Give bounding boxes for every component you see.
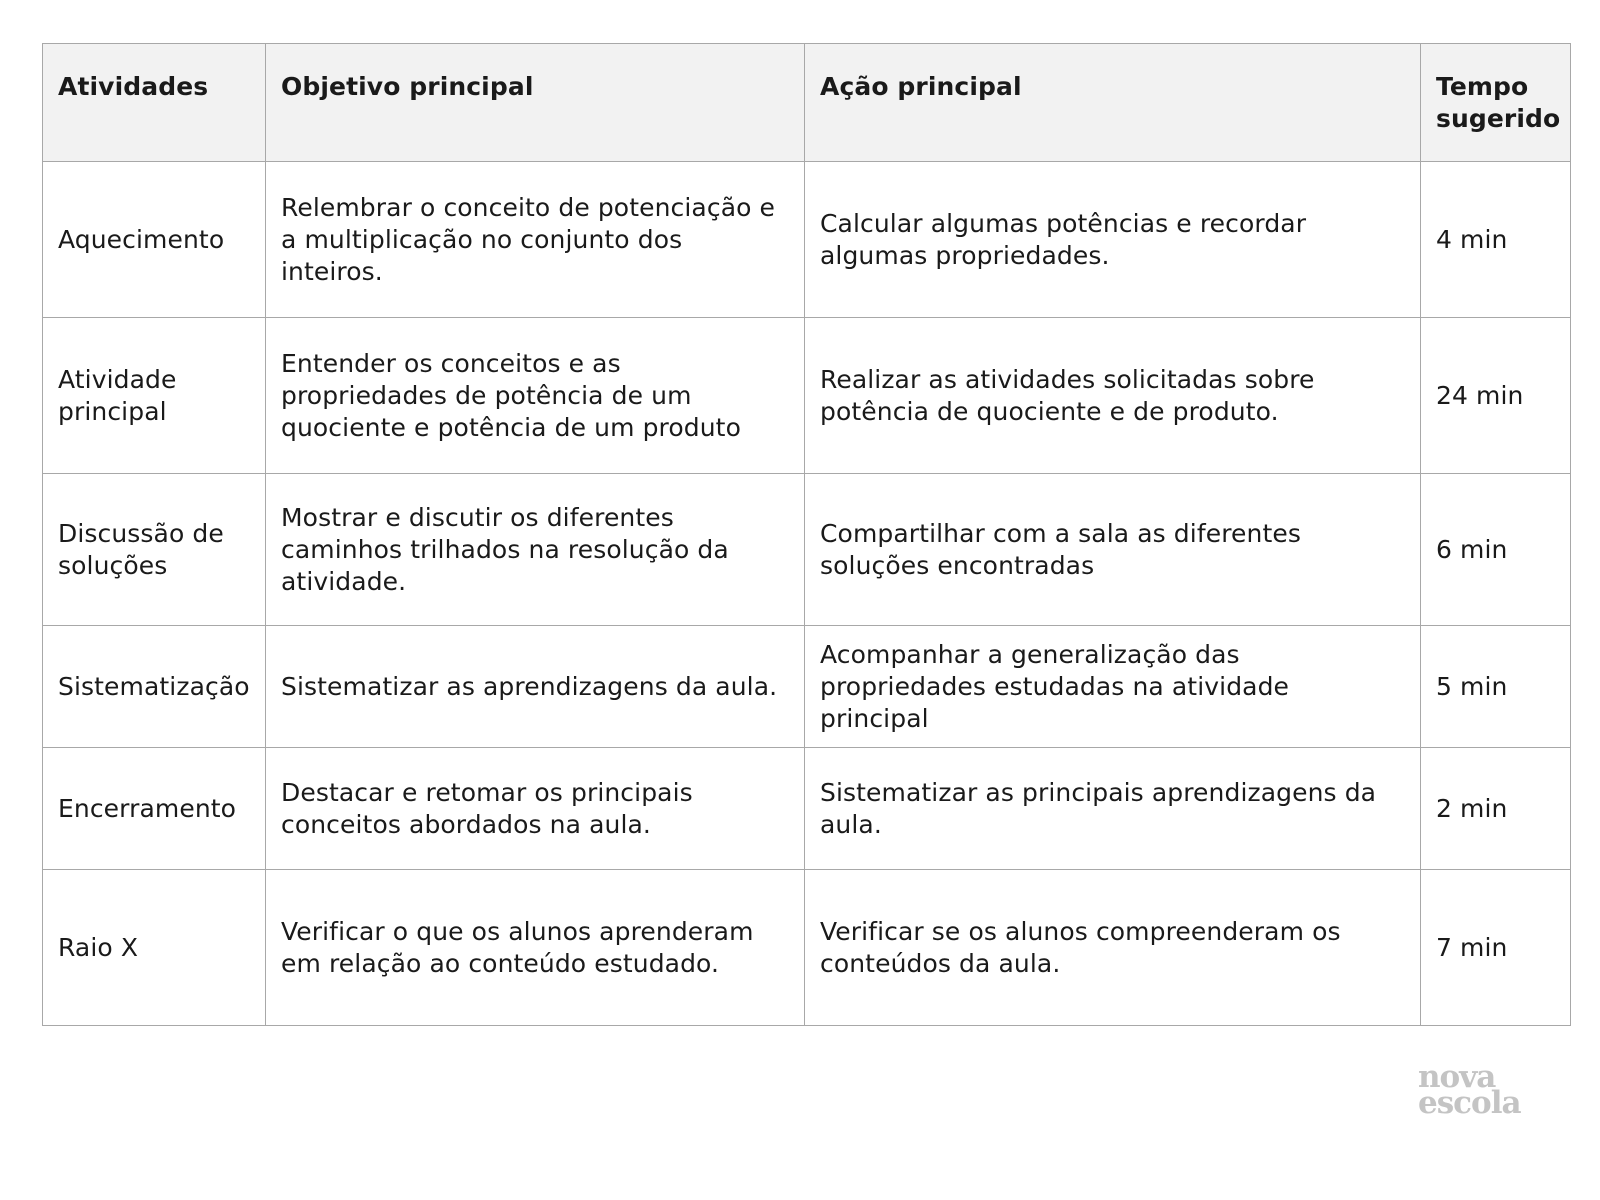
table-row — [43, 626, 1571, 748]
cell-action: Realizar as atividades solicitadas sobre potência de quociente e de produto. — [805, 318, 1421, 474]
cell-activity: Sistematização — [43, 626, 266, 748]
cell-objective: Relembrar o conceito de potenciação e a multiplicação no conjunto dos inteiros. — [266, 162, 805, 318]
cell-action: Calcular algumas potências e recordar algumas propriedades. — [805, 162, 1421, 318]
cell-activity: Encerramento — [43, 748, 266, 870]
nova-escola-logo — [1418, 1059, 1538, 1121]
header-objective: Objetivo principal — [266, 44, 805, 162]
cell-objective: Verificar o que os alunos aprenderam em relação ao conteúdo estudado. — [266, 870, 805, 1026]
cell-time: 6 min — [1421, 474, 1571, 626]
table-row — [43, 318, 1571, 474]
cell-activity: Discussão de soluções — [43, 474, 266, 626]
cell-objective: Destacar e retomar os principais conceitos abordados na aula. — [266, 748, 805, 870]
cell-time: 2 min — [1421, 748, 1571, 870]
cell-action: Acompanhar a generalização das propriedades estudadas na atividade principal — [805, 626, 1421, 748]
cell-objective: Mostrar e discutir os diferentes caminhos trilhados na resolução da atividade. — [266, 474, 805, 626]
cell-time: 7 min — [1421, 870, 1571, 1026]
cell-time: 5 min — [1421, 626, 1571, 748]
lesson-plan-table — [42, 43, 1571, 1026]
cell-action: Sistematizar as principais aprendizagens da aula. — [805, 748, 1421, 870]
logo-line-nova: nova — [1418, 1059, 1496, 1095]
table-row — [43, 162, 1571, 318]
table-row — [43, 748, 1571, 870]
cell-time: 24 min — [1421, 318, 1571, 474]
logo-line-escola: escola — [1418, 1085, 1521, 1121]
cell-action: Verificar se os alunos compreenderam os conteúdos da aula. — [805, 870, 1421, 1026]
table-header-row — [43, 44, 1571, 162]
header-activities: Atividades — [43, 44, 266, 162]
cell-objective: Sistematizar as aprendizagens da aula. — [266, 626, 805, 748]
table-row — [43, 870, 1571, 1026]
cell-activity: Raio X — [43, 870, 266, 1026]
cell-activity: Aquecimento — [43, 162, 266, 318]
cell-activity: Atividade principal — [43, 318, 266, 474]
header-action: Ação principal — [805, 44, 1421, 162]
cell-action: Compartilhar com a sala as diferentes soluções encontradas — [805, 474, 1421, 626]
cell-time: 4 min — [1421, 162, 1571, 318]
table-row — [43, 474, 1571, 626]
header-time: Tempo sugerido — [1421, 44, 1571, 162]
cell-objective: Entender os conceitos e as propriedades de potência de um quociente e potência de um produto — [266, 318, 805, 474]
